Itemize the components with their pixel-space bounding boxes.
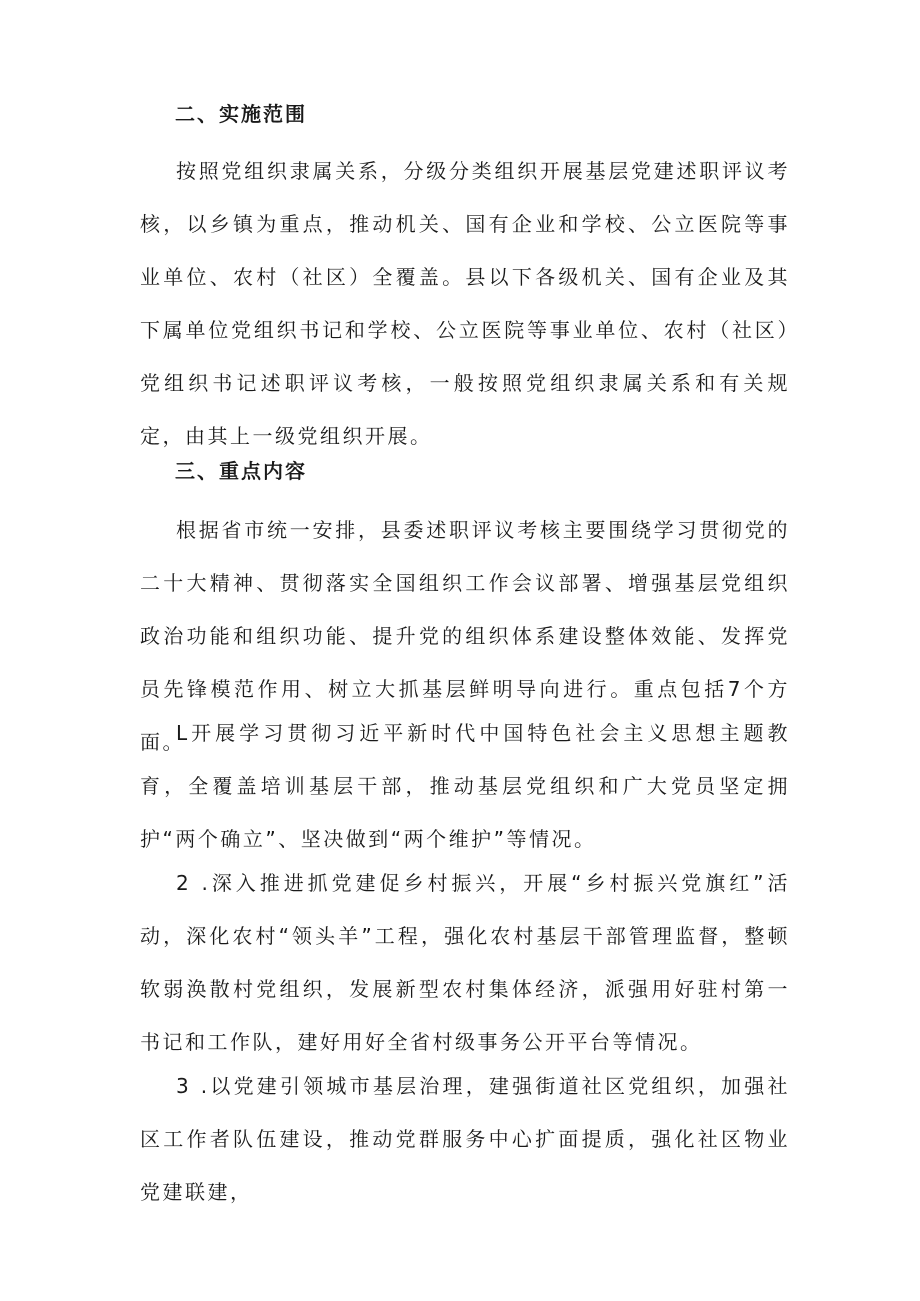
section-heading-key-content: 三、重点内容 (175, 459, 307, 483)
list-item-2: 2 .深入推进抓党建促乡村振兴，开展“乡村振兴党旗红”活动，深化农村“领头羊”工程，强化农村基层干部管理监督，整顿软弱涣散村党组织，发展新型农村集体经济，派强用好驻村第一书记和工作队，建好用好全省村级事务公开平台等情况。 (140, 871, 790, 1054)
list-item-1: L开展学习贯彻习近平新时代中国特色社会主义思想主题教育，全覆盖培训基层干部，推动基层党组织和广大党员坚定拥护“两个确立”、坚决做到“两个维护”等情况。 (140, 721, 790, 851)
list-item-3: 3 .以党建引领城市基层治理，建强街道社区党组织，加强社区工作者队伍建设，推动党群服务中心扩面提质，强化社区物业党建联建， (140, 1074, 790, 1204)
paragraph-scope: 按照党组织隶属关系，分级分类组织开展基层党建述职评议考核，以乡镇为重点，推动机关、国有企业和学校、公立医院等事业单位、农村（社区）全覆盖。县以下各级机关、国有企业及其下属单位党组织书记和学校、公立医院等事业单位、农村（社区）党组织书记述职评议考核，一般按照党组织隶属关系和有关规定，由其上一级党组织开展。 (140, 159, 790, 448)
paragraph-key-content-intro: 根据省市统一安排，县委述职评议考核主要围绕学习贯彻党的二十大精神、贯彻落实全国组织工作会议部署、增强基层党组织政治功能和组织功能、提升党的组织体系建设整体效能、发挥党员先锋模范作用、树立大抓基层鲜明导向进行。重点包括7个方面。 (140, 518, 790, 754)
section-heading-scope: 二、实施范围 (175, 102, 307, 126)
